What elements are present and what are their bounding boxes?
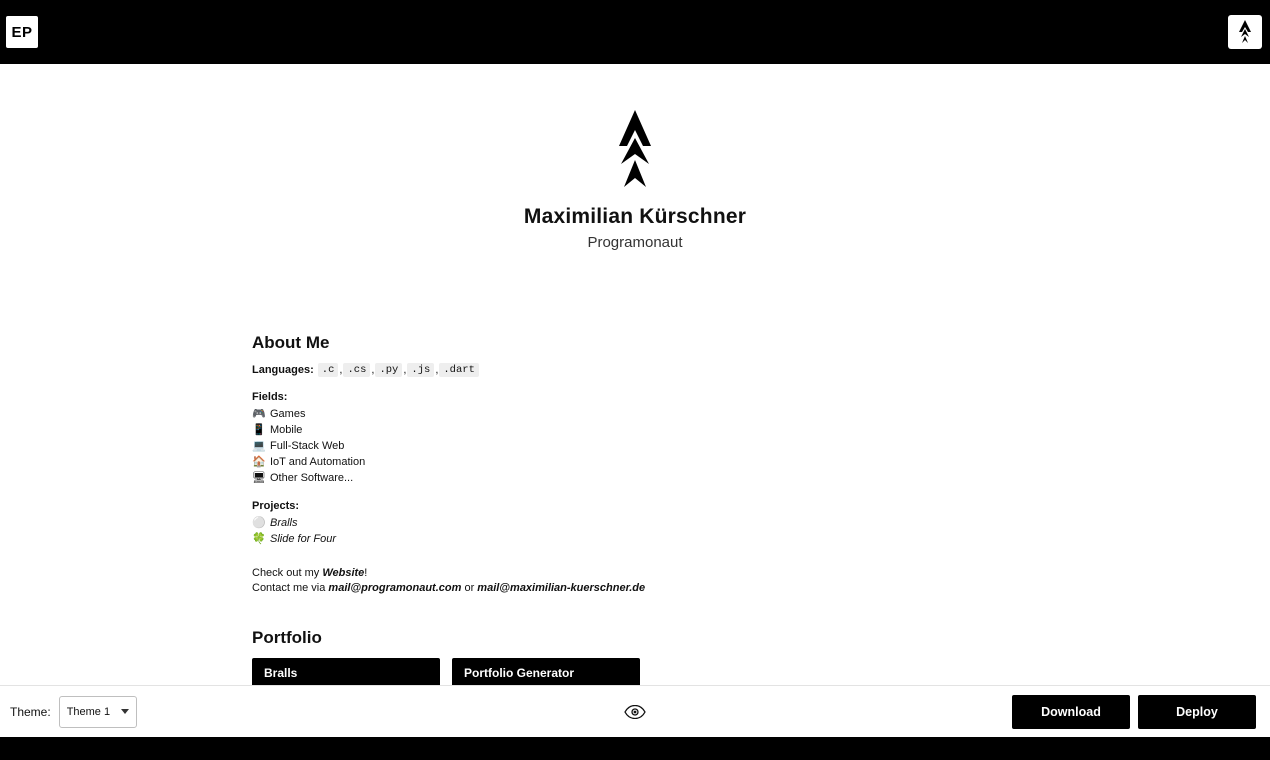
theme-select-value: Theme 1 [66, 705, 111, 718]
languages-label: Languages: [252, 364, 314, 376]
house-icon: 🏠 [252, 456, 266, 468]
preview-toggle-button[interactable] [624, 705, 646, 719]
fields-label: Fields: [252, 391, 288, 403]
preview-content [252, 333, 1012, 685]
game-controller-icon: 🎮 [252, 408, 266, 420]
portfolio-card[interactable]: Portfolio Generator [452, 658, 640, 685]
about-me-title: About Me [252, 333, 330, 352]
rocket-logo-icon [0, 108, 1270, 195]
footer-strip [0, 737, 1270, 760]
languages-line: Languages: .c , .cs , .py , .js , .dart [252, 363, 1012, 377]
app-top-bar [0, 0, 1270, 64]
fields-block [252, 391, 1012, 486]
field-label: Games [270, 408, 306, 420]
website-line [252, 567, 1012, 579]
language-chip: .cs [343, 363, 370, 377]
eye-icon [624, 705, 646, 719]
chevron-down-icon [121, 709, 129, 714]
hero-subtitle: Programonaut [587, 234, 683, 251]
website-link[interactable]: Website [322, 567, 365, 579]
portfolio-card-list [252, 658, 1012, 685]
laptop-icon: 💻 [252, 440, 266, 452]
toolbar-actions [1012, 695, 1256, 729]
field-label: Other Software... [270, 472, 354, 484]
contact-prefix: Contact me via [252, 582, 329, 594]
portfolio-preview-canvas [0, 64, 1270, 685]
email-link-primary[interactable]: mail@programonaut.com [328, 582, 462, 594]
portfolio-section [252, 628, 1012, 685]
clover-icon: 🍀 [252, 533, 266, 545]
email-link-secondary[interactable]: mail@maximilian-kuerschner.de [477, 582, 646, 594]
website-suffix: ! [364, 567, 368, 579]
hero-name: Maximilian Kürschner [523, 205, 747, 228]
project-label: Slide for Four [270, 533, 337, 545]
desktop-computer-icon: 🖥 [252, 472, 266, 484]
language-chip: .js [407, 363, 434, 377]
language-chip: .c [318, 363, 339, 377]
theme-label: Theme: [10, 704, 51, 719]
portfolio-card[interactable]: Bralls [252, 658, 440, 685]
portfolio-title: Portfolio [252, 628, 322, 647]
projects-block [252, 500, 1012, 547]
language-chip: .py [375, 363, 402, 377]
theme-control-group [10, 696, 137, 728]
deploy-button[interactable]: Deploy [1138, 695, 1256, 729]
field-item [252, 454, 1012, 470]
field-item [252, 470, 1012, 486]
website-prefix: Check out my [252, 567, 323, 579]
projects-label: Projects: [252, 500, 300, 512]
contact-or: or [461, 582, 478, 594]
field-label: Mobile [270, 424, 303, 436]
rocket-logo-icon[interactable] [1228, 15, 1262, 49]
bottom-toolbar [0, 685, 1270, 737]
language-chip: .dart [439, 363, 479, 377]
contact-line [252, 582, 1012, 594]
field-label: Full-Stack Web [270, 440, 345, 452]
field-item [252, 406, 1012, 422]
download-button[interactable]: Download [1012, 695, 1130, 729]
field-label: IoT and Automation [270, 456, 366, 468]
mobile-phone-icon: 📱 [252, 424, 266, 436]
field-item [252, 422, 1012, 438]
contact-block [252, 567, 1012, 594]
project-label: Bralls [270, 517, 298, 529]
project-item[interactable] [252, 515, 1012, 531]
project-item[interactable] [252, 531, 1012, 547]
theme-select[interactable] [59, 696, 137, 728]
app-logo-badge[interactable]: EP [6, 16, 38, 48]
field-item [252, 438, 1012, 454]
hero-section [0, 64, 1270, 251]
ball-icon: ⚪ [252, 517, 266, 529]
